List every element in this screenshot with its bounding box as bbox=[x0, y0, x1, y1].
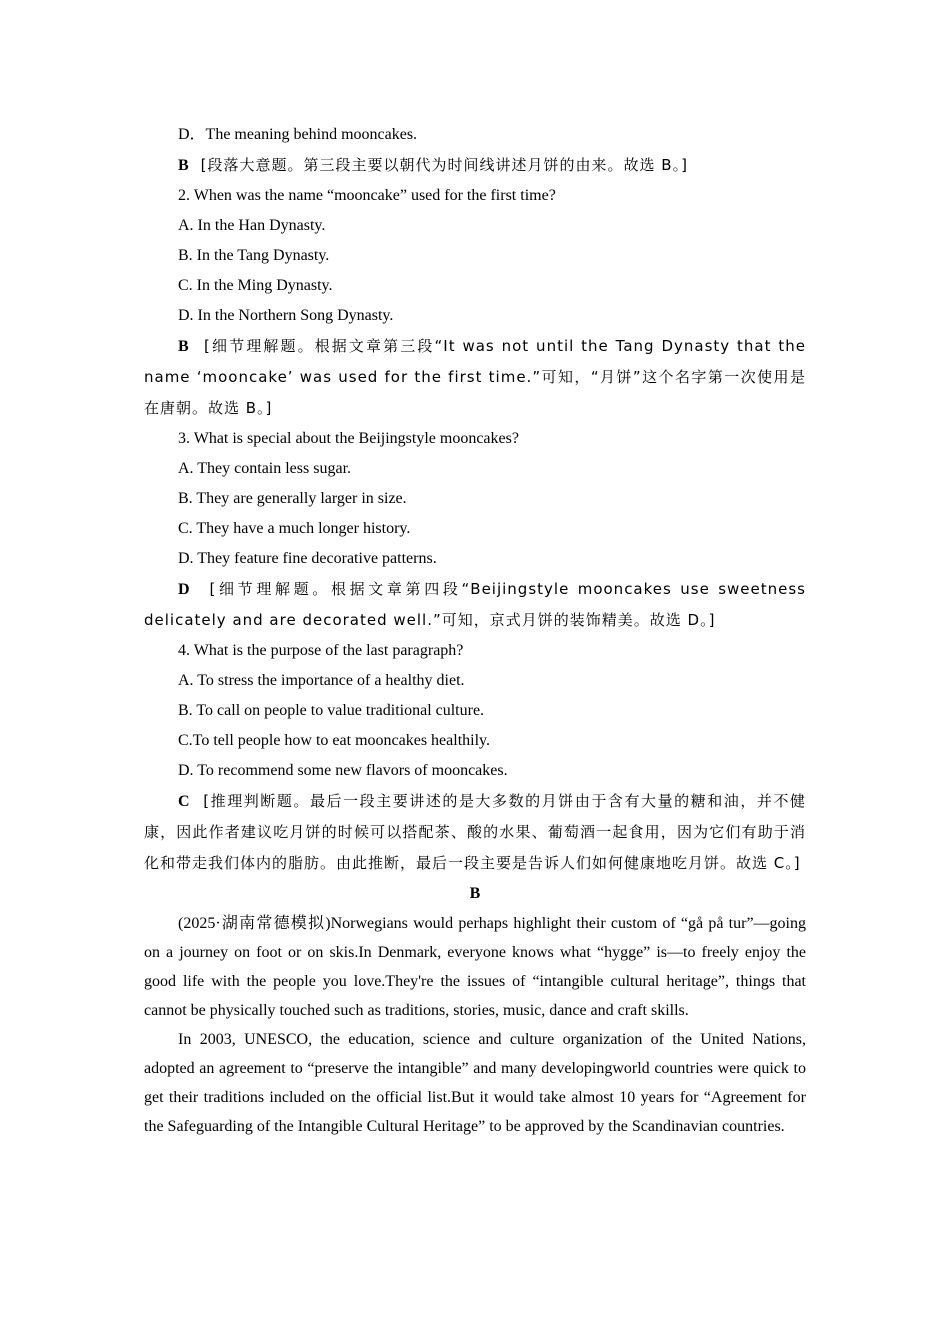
q4-answer-text: [推理判断题。最后一段主要讲述的是大多数的月饼由于含有大量的糖和油，并不健康，因此作者建议吃月饼的时候可以搭配茶、酸的水果、葡萄酒一起食用，因为它们有助于消化和带走我们体内的脂肪。由此推断，最后一段主要是告诉人们如何健康地吃月饼。故选 C。] bbox=[144, 792, 807, 872]
q2-answer-text: [细节理解题。根据文章第三段“It was not until the Tang Dynasty that the name ‘mooncake’ was used for the first time.”可知，“月饼”这个名字第一次使用是在唐朝。故选 B。] bbox=[144, 337, 806, 417]
section-b-paragraph-2: In 2003, UNESCO, the education, science and culture organization of the United Nations, adopted an agreement to “preserve the intangible” and many developingworld countries were quick to get their traditions included on the official list.But it would take almost 10 years for “Agreement for the Safeguarding of the Intangible Cultural Heritage” to be approved by the Scandinavian countries. bbox=[144, 1031, 806, 1135]
document-page bbox=[144, 120, 806, 1141]
q4-option-a: A. To stress the importance of a healthy diet. bbox=[178, 672, 465, 689]
q1-answer-letter: B bbox=[178, 157, 189, 174]
q2-option-d: D. In the Northern Song Dynasty. bbox=[178, 307, 394, 324]
q3-question: 3. What is special about the Beijingstyle mooncakes? bbox=[178, 430, 519, 447]
q1-answer bbox=[144, 150, 806, 181]
q1-answer-text: [段落大意题。第三段主要以朝代为时间线讲述月饼的由来。故选 B。] bbox=[200, 156, 688, 174]
q3-answer bbox=[144, 574, 806, 636]
q2-option-c: C. In the Ming Dynasty. bbox=[178, 277, 333, 294]
q2-answer-letter: B bbox=[178, 338, 189, 355]
q4-option-d: D. To recommend some new flavors of mooncakes. bbox=[178, 762, 508, 779]
q4-answer-letter: C bbox=[178, 793, 190, 810]
q2-question: 2. When was the name “mooncake” used for the first time? bbox=[178, 187, 556, 204]
q3-answer-letter: D bbox=[178, 581, 190, 598]
q4-option-b: B. To call on people to value traditional culture. bbox=[178, 702, 485, 719]
q3-option-c: C. They have a much longer history. bbox=[178, 520, 411, 537]
q3-option-d: D. They feature fine decorative patterns. bbox=[178, 550, 437, 567]
q1-option-d: D．The meaning behind mooncakes. bbox=[178, 126, 418, 143]
q2-option-b: B. In the Tang Dynasty. bbox=[178, 247, 330, 264]
q4-answer bbox=[144, 786, 806, 879]
section-b-heading: B bbox=[469, 885, 481, 902]
q4-question: 4. What is the purpose of the last paragraph? bbox=[178, 642, 464, 659]
q3-answer-text: [细节理解题。根据文章第四段“Beijingstyle mooncakes use sweetness delicately and are decorated well.”可知，京式月饼的装饰精美。故选 D。] bbox=[144, 580, 806, 629]
q2-answer bbox=[144, 331, 806, 424]
q3-option-a: A. They contain less sugar. bbox=[178, 460, 352, 477]
q2-option-a: A. In the Han Dynasty. bbox=[178, 217, 326, 234]
section-b-paragraph-1: (2025·湖南常德模拟)Norwegians would perhaps highlight their custom of “gå på tur”—going on a journey on foot or on skis.In Denmark, everyone knows what “hygge” is—to freely enjoy the good life with the people you love.They're the issues of “intangible cultural heritage”, things that cannot be physically touched such as traditions, stories, music, dance and craft skills. bbox=[144, 915, 806, 1019]
q3-option-b: B. They are generally larger in size. bbox=[178, 490, 407, 507]
q4-option-c: C.To tell people how to eat mooncakes healthily. bbox=[178, 732, 490, 749]
